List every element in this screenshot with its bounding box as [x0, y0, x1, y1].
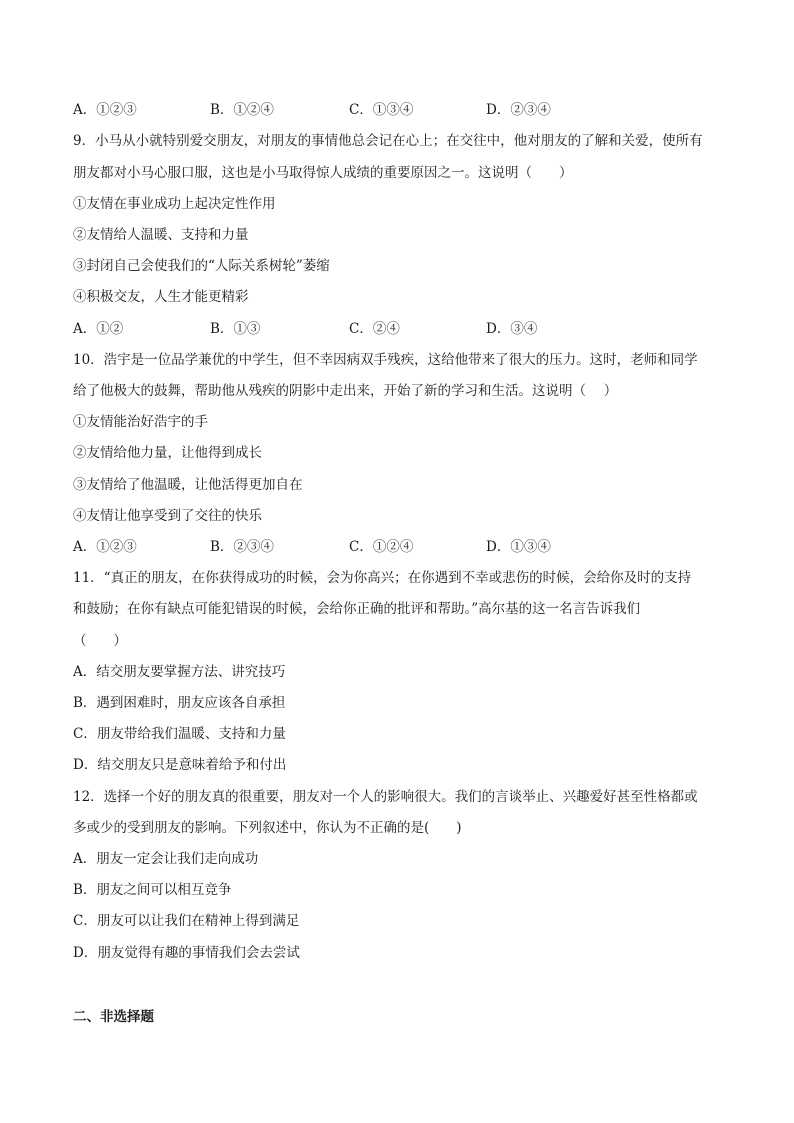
- q9-option-c[interactable]: C．②④: [349, 321, 400, 337]
- q10-item-2: ②友情给他力量，让他得到成长: [73, 445, 262, 461]
- q9-item-4: ④积极交友，人生才能更精彩: [73, 289, 249, 305]
- q12-stem-line2: 多或少的受到朋友的影响。下列叙述中，你认为不正确的是( ): [73, 820, 462, 836]
- q9-option-a[interactable]: A．①②: [73, 321, 124, 337]
- q11-stem-line3: （ ）: [73, 633, 127, 649]
- q9-item-1: ①友情在事业成功上起决定性作用: [73, 196, 276, 212]
- q10-stem-line2: 给了他极大的鼓舞，帮助他从残疾的阴影中走出来，开始了新的学习和生活。这说明（ ）: [73, 383, 618, 399]
- q9-stem-line1: 9．小马从小就特别爱交朋友，对朋友的事情他总会记在心上；在交往中，他对朋友的了解和关爱，使所有: [73, 133, 703, 149]
- q10-item-1: ①友情能治好浩宇的手: [73, 414, 208, 430]
- q9-option-b[interactable]: B．①③: [210, 321, 261, 337]
- q11-stem-line2: 和鼓励；在你有缺点可能犯错误的时候，会给你正确的批评和帮助。”高尔基的这一名言告诉我们: [73, 601, 641, 617]
- q11-stem-line1: 11．“真正的朋友，在你获得成功的时候，会为你高兴；在你遇到不幸或悲伤的时候，会给你及时的支持: [73, 570, 692, 586]
- q9-option-d[interactable]: D．③④: [486, 321, 538, 337]
- q9-item-3: ③封闭自己会使我们的“人际关系树轮”萎缩: [73, 258, 330, 274]
- q11-option-b[interactable]: B．遇到困难时，朋友应该各自承担: [73, 695, 286, 711]
- q8-option-a[interactable]: A．①②③: [73, 102, 137, 118]
- q10-option-b[interactable]: B．②③④: [210, 539, 274, 555]
- q12-option-d[interactable]: D．朋友觉得有趣的事情我们会去尝试: [73, 945, 300, 961]
- q8-option-c[interactable]: C．①③④: [349, 102, 414, 118]
- section-heading-non-choice: 二、非选择题: [73, 1009, 154, 1025]
- q10-stem-line1: 10．浩宇是一位品学兼优的中学生，但不幸因病双手残疾，这给他带来了很大的压力。这时，老师和同学: [73, 352, 698, 368]
- q10-item-3: ③友情给了他温暖，让他活得更加自在: [73, 477, 303, 493]
- q10-item-4: ④友情让他享受到了交往的快乐: [73, 508, 262, 524]
- q12-stem-line1: 12．选择一个好的朋友真的很重要，朋友对一个人的影响很大。我们的言谈举止、兴趣爱好甚至性格都或: [73, 789, 698, 805]
- q9-options: [73, 320, 733, 338]
- q12-option-b[interactable]: B．朋友之间可以相互竞争: [73, 882, 232, 898]
- q9-stem-line2: 朋友都对小马心服口服，这也是小马取得惊人成绩的重要原因之一。这说明（ ）: [73, 165, 573, 181]
- q8-options: [73, 101, 733, 119]
- q11-option-d[interactable]: D．结交朋友只是意味着给予和付出: [73, 757, 287, 773]
- q11-option-a[interactable]: A．结交朋友要掌握方法、讲究技巧: [73, 664, 286, 680]
- q10-option-d[interactable]: D．①③④: [486, 539, 551, 555]
- q9-item-2: ②友情给人温暖、支持和力量: [73, 227, 249, 243]
- q8-option-b[interactable]: B．①②④: [210, 102, 274, 118]
- q11-option-c[interactable]: C．朋友带给我们温暖、支持和力量: [73, 726, 286, 742]
- q8-option-d[interactable]: D．②③④: [486, 102, 551, 118]
- q10-option-a[interactable]: A．①②③: [73, 539, 137, 555]
- q12-option-c[interactable]: C．朋友可以让我们在精神上得到满足: [73, 913, 300, 929]
- q12-option-a[interactable]: A．朋友一定会让我们走向成功: [73, 851, 259, 867]
- q10-options: [73, 538, 733, 556]
- q10-option-c[interactable]: C．①②④: [349, 539, 414, 555]
